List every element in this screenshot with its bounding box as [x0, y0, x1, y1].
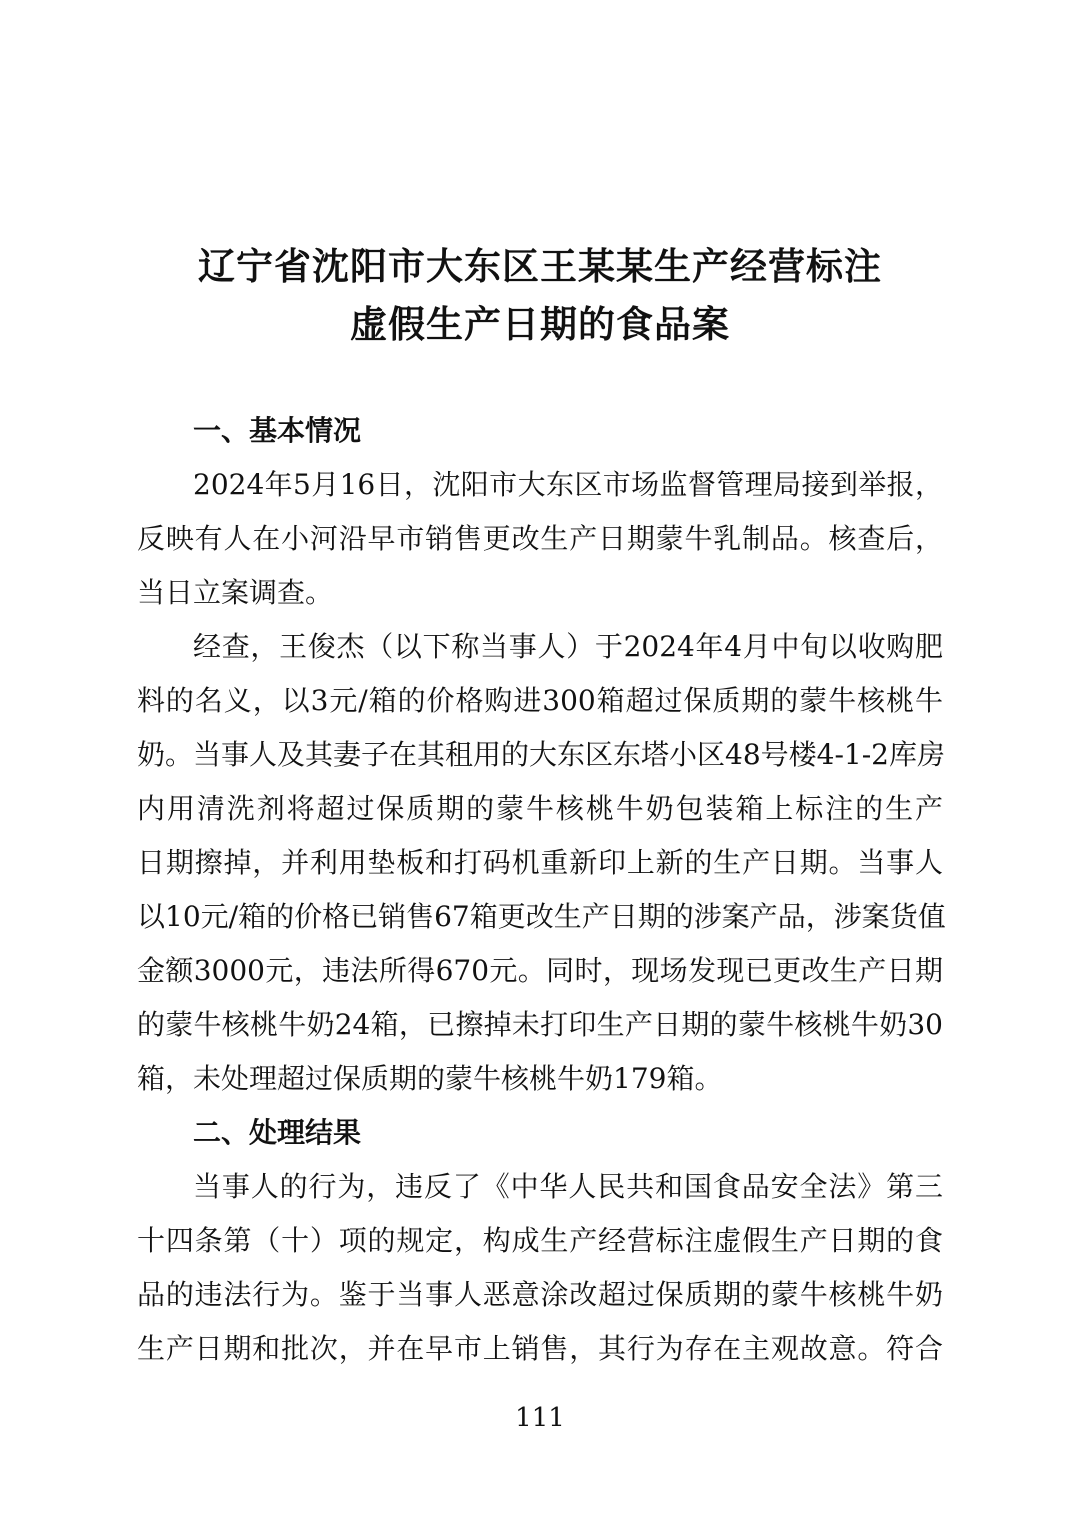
paragraph-line: 料的名义，以3元/箱的价格购进300箱超过保质期的蒙牛核桃牛 [137, 684, 943, 717]
paragraph-line: 生产日期和批次，并在早市上销售，其行为存在主观故意。符合 [137, 1332, 943, 1365]
title-line-2: 虚假生产日期的食品案 [350, 303, 730, 346]
paragraph-line: 金额3000元，违法所得670元。同时，现场发现已更改生产日期 [137, 954, 943, 987]
paragraph-2 [137, 620, 946, 1106]
paragraph-line: 箱，未处理超过保质期的蒙牛核桃牛奶179箱。 [137, 1062, 723, 1095]
document-body [137, 404, 946, 1376]
paragraph-line: 内用清洗剂将超过保质期的蒙牛核桃牛奶包装箱上标注的生产 [137, 792, 943, 825]
paragraph-line: 的蒙牛核桃牛奶24箱，已擦掉未打印生产日期的蒙牛核桃牛奶30 [137, 1008, 943, 1041]
paragraph-line: 2024年5月16日，沈阳市大东区市场监督管理局接到举报， [193, 468, 943, 501]
paragraph-line: 当日立案调查。 [137, 576, 334, 609]
title-line-1: 辽宁省沈阳市大东区王某某生产经营标注 [198, 245, 882, 288]
section-heading-handling-result: 二、处理结果 [193, 1116, 362, 1149]
page-number: 111 [515, 1403, 565, 1433]
paragraph-line: 以10元/箱的价格已销售67箱更改生产日期的涉案产品，涉案货值 [137, 900, 946, 933]
paragraph-line: 品的违法行为。鉴于当事人恶意涂改超过保质期的蒙牛核桃牛奶 [137, 1278, 943, 1311]
document-title [130, 238, 950, 354]
paragraph-line: 经查，王俊杰（以下称当事人）于2024年4月中旬以收购肥 [193, 630, 943, 663]
paragraph-line: 反映有人在小河沿早市销售更改生产日期蒙牛乳制品。核查后， [137, 522, 943, 555]
paragraph-line: 日期擦掉，并利用垫板和打码机重新印上新的生产日期。当事人 [137, 846, 943, 879]
paragraph-1 [137, 458, 943, 620]
section-heading-basic-situation: 一、基本情况 [193, 414, 362, 447]
paragraph-line: 十四条第（十）项的规定，构成生产经营标注虚假生产日期的食 [137, 1224, 943, 1257]
paragraph-line: 奶。当事人及其妻子在其租用的大东区东塔小区48号楼4-1-2库房 [137, 738, 945, 771]
paragraph-line: 当事人的行为，违反了《中华人民共和国食品安全法》第三 [193, 1170, 943, 1203]
paragraph-3 [137, 1160, 943, 1376]
